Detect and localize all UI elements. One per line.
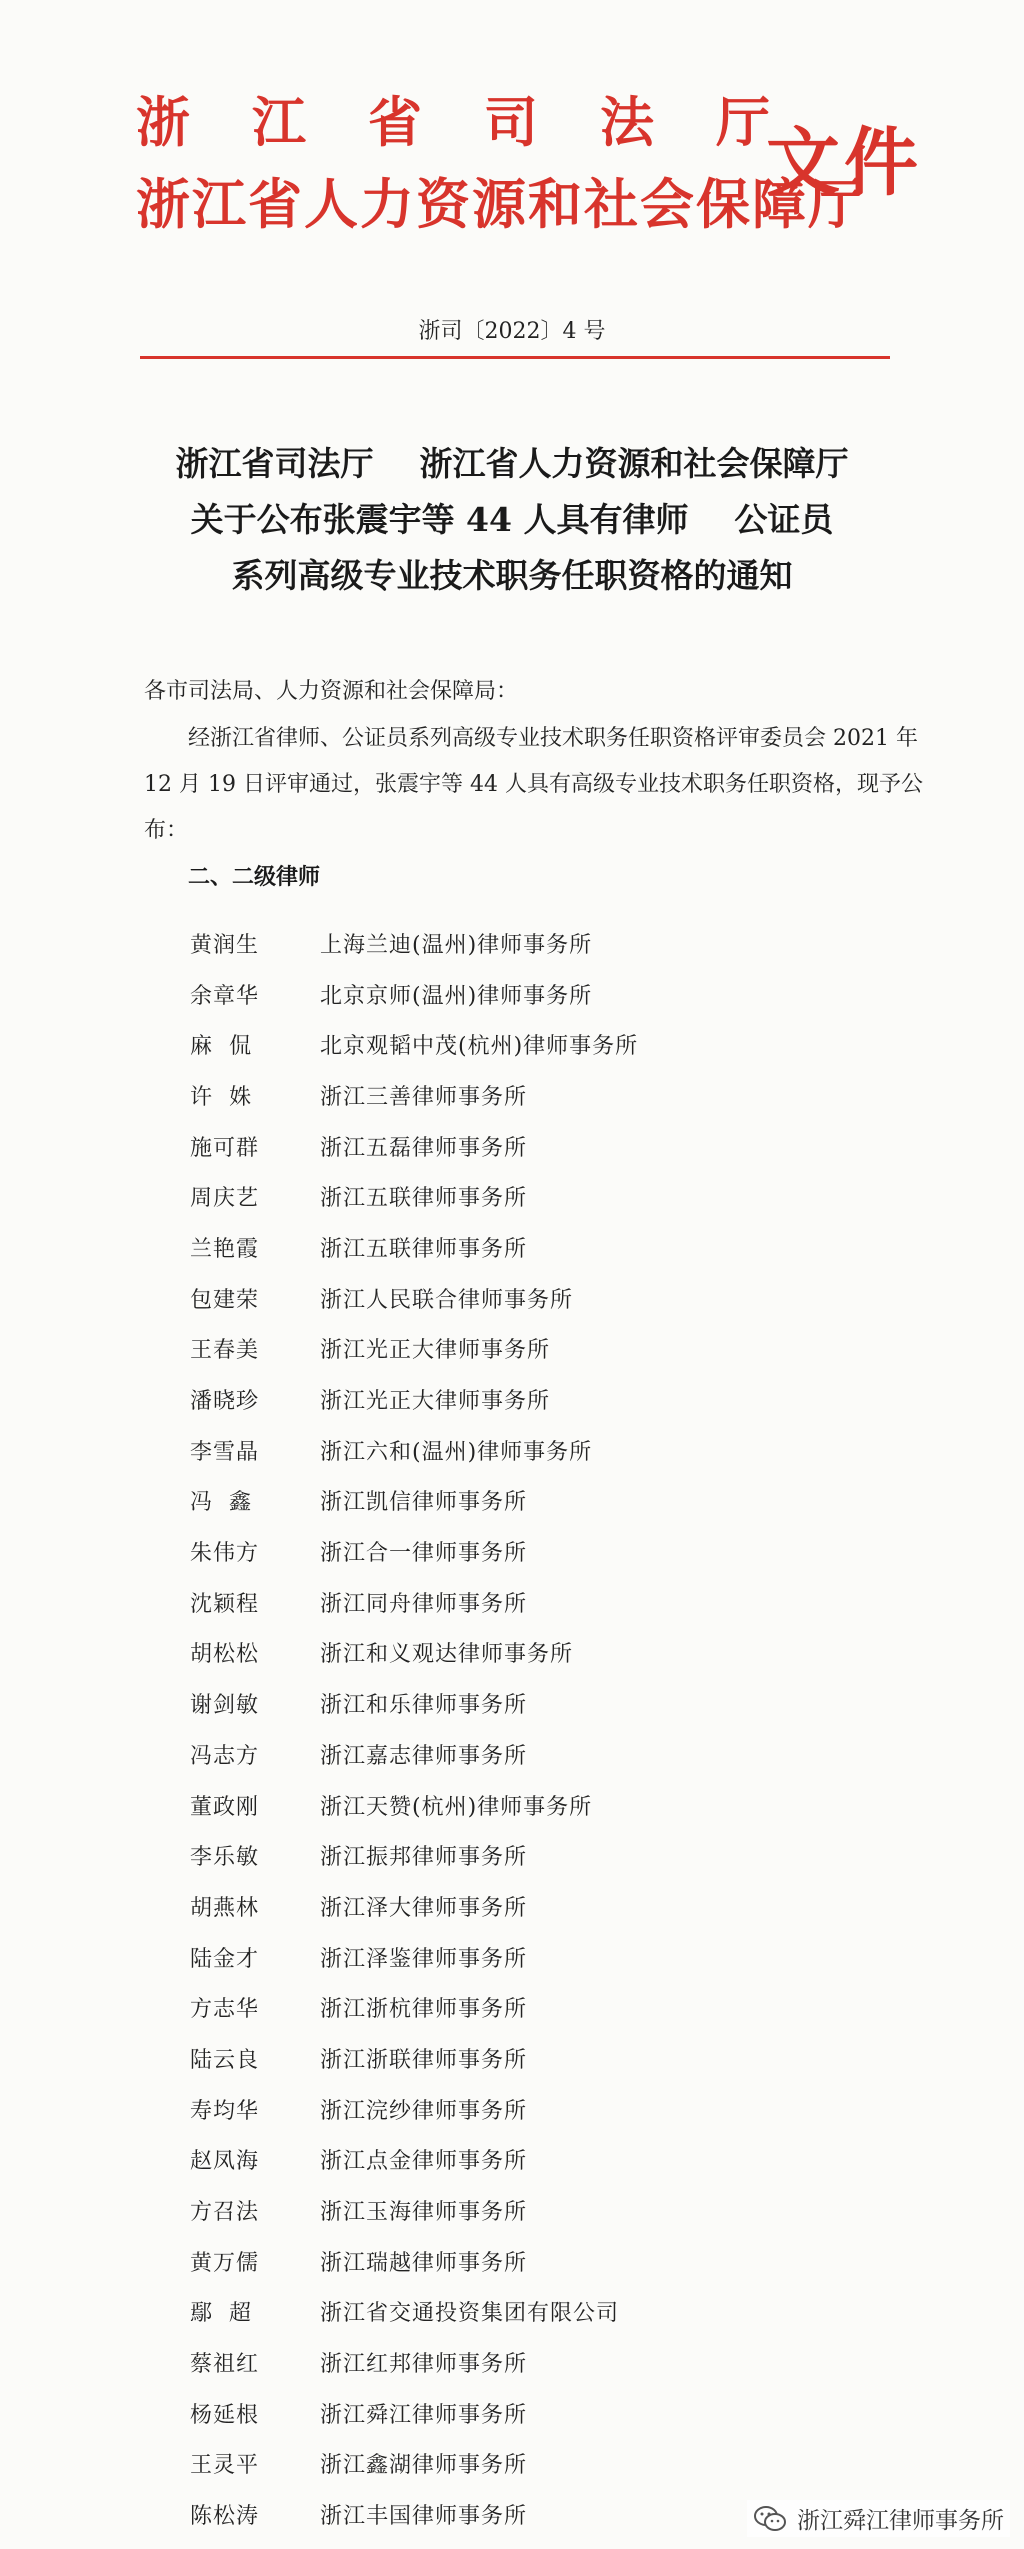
law-firm: 浙江瑞越律师事务所 (320, 2250, 528, 2276)
law-firm: 浙江点金律师事务所 (320, 2149, 528, 2175)
list-item (190, 2388, 890, 2439)
list-item (190, 1982, 890, 2033)
lawyer-name: 谢剑敏 (190, 1693, 260, 1719)
lawyer-name: 方志华 (190, 1997, 260, 2023)
list-item (190, 1628, 890, 1679)
notice-body (144, 672, 924, 900)
wechat-icon (753, 2504, 787, 2534)
title-line-2: 关于公布张震宇等 44 人具有律师 公证员 (190, 500, 834, 539)
law-firm: 上海兰迪(温州)律师事务所 (320, 932, 593, 958)
law-firm: 浙江舜江律师事务所 (320, 2402, 528, 2428)
lawyer-name: 胡松松 (190, 1642, 260, 1668)
list-item (190, 2084, 890, 2135)
law-firm: 浙江天赞(杭州)律师事务所 (320, 1794, 593, 1820)
list-item (190, 1171, 890, 1222)
law-firm: 浙江同舟律师事务所 (320, 1591, 528, 1617)
list-item (190, 1222, 890, 1273)
lawyer-name: 黄万儒 (190, 2250, 260, 2276)
list-item (190, 1526, 890, 1577)
law-firm: 北京观韬中茂(杭州)律师事务所 (320, 1034, 639, 1060)
lawyer-name: 蔡祖红 (190, 2352, 260, 2378)
list-item (190, 2337, 890, 2388)
list-item (190, 1425, 890, 1476)
list-item (190, 1476, 890, 1527)
list-item (190, 1121, 890, 1172)
list-item (190, 1577, 890, 1628)
issuer-line-2: 浙江省人力资源和社会保障厅 (136, 172, 864, 236)
lawyer-name: 余章华 (190, 983, 260, 1009)
salutation: 各市司法局、人力资源和社会保障局： (144, 679, 519, 704)
lawyer-name: 董政刚 (190, 1794, 260, 1820)
list-item (190, 2236, 890, 2287)
lawyer-name: 包建荣 (190, 1287, 260, 1313)
lawyer-name: 许 姝 (190, 1084, 252, 1110)
law-firm: 浙江凯信律师事务所 (320, 1490, 528, 1516)
list-item (190, 969, 890, 1020)
list-item (190, 2185, 890, 2236)
notice-title (0, 436, 1024, 604)
list-item (190, 1729, 890, 1780)
law-firm: 浙江光正大律师事务所 (320, 1338, 551, 1364)
lawyer-name: 兰艳霞 (190, 1236, 260, 1262)
law-firm: 浙江鑫湖律师事务所 (320, 2453, 528, 2479)
section-heading: 二、二级律师 (188, 865, 321, 890)
list-item (190, 1830, 890, 1881)
list-item (190, 1932, 890, 1983)
law-firm: 浙江玉海律师事务所 (320, 2200, 528, 2226)
law-firm: 浙江丰国律师事务所 (320, 2504, 528, 2530)
list-item (190, 1678, 890, 1729)
lawyer-name: 王灵平 (190, 2453, 260, 2479)
lawyer-name: 陆金才 (190, 1946, 260, 1972)
law-firm: 浙江振邦律师事务所 (320, 1845, 528, 1871)
list-item (190, 1019, 890, 1070)
list-item (190, 2439, 890, 2490)
lawyer-name: 陆云良 (190, 2047, 260, 2073)
law-firm: 浙江六和(温州)律师事务所 (320, 1439, 593, 1465)
lawyer-name: 鄢 超 (190, 2301, 252, 2327)
watermark-text: 浙江舜江律师事务所 (797, 2508, 1004, 2534)
lawyer-name: 杨延根 (190, 2402, 260, 2428)
lawyer-list (190, 918, 890, 2540)
list-item (190, 1374, 890, 1425)
lawyer-name: 麻 侃 (190, 1034, 252, 1060)
document-type: 文件 (766, 120, 922, 206)
law-firm: 浙江和义观达律师事务所 (320, 1642, 574, 1668)
law-firm: 浙江浙联律师事务所 (320, 2047, 528, 2073)
law-firm: 浙江五磊律师事务所 (320, 1135, 528, 1161)
body-paragraph: 经浙江省律师、公证员系列高级专业技术职务任职资格评审委员会 2021 年 12 月 19 日评审通过，张震宇等 44 人具有高级专业技术职务任职资格，现予公布： (144, 726, 923, 843)
law-firm: 浙江和乐律师事务所 (320, 1693, 528, 1719)
red-divider (140, 356, 890, 359)
law-firm: 浙江浙杭律师事务所 (320, 1997, 528, 2023)
law-firm: 浙江合一律师事务所 (320, 1541, 528, 1567)
document-number: 浙司〔2022〕4 号 (418, 319, 606, 344)
lawyer-name: 冯志方 (190, 1743, 260, 1769)
law-firm: 浙江泽鉴律师事务所 (320, 1946, 528, 1972)
list-item (190, 2135, 890, 2186)
issuer-header (136, 82, 864, 244)
list-item (190, 2287, 890, 2338)
issuer-line-1: 浙江省司法厅 (136, 90, 832, 154)
title-line-1: 浙江省司法厅 浙江省人力资源和社会保障厅 (175, 444, 849, 483)
lawyer-name: 方召法 (190, 2200, 260, 2226)
list-item (190, 1273, 890, 1324)
list-item (190, 1324, 890, 1375)
law-firm: 浙江嘉志律师事务所 (320, 1743, 528, 1769)
law-firm: 浙江五联律师事务所 (320, 1236, 528, 1262)
law-firm: 浙江红邦律师事务所 (320, 2352, 528, 2378)
lawyer-name: 李雪晶 (190, 1439, 260, 1465)
law-firm: 北京京师(温州)律师事务所 (320, 983, 593, 1009)
list-item (190, 1780, 890, 1831)
lawyer-name: 黄润生 (190, 932, 260, 958)
list-item (190, 1881, 890, 1932)
lawyer-name: 朱伟方 (190, 1541, 260, 1567)
lawyer-name: 冯 鑫 (190, 1490, 252, 1516)
lawyer-name: 潘晓珍 (190, 1389, 260, 1415)
watermark (747, 2500, 1010, 2537)
list-item (190, 918, 890, 969)
list-item (190, 1070, 890, 1121)
law-firm: 浙江人民联合律师事务所 (320, 1287, 574, 1313)
law-firm: 浙江光正大律师事务所 (320, 1389, 551, 1415)
title-line-3: 系列高级专业技术职务任职资格的通知 (231, 556, 793, 595)
lawyer-name: 李乐敏 (190, 1845, 260, 1871)
lawyer-name: 沈颖程 (190, 1591, 260, 1617)
lawyer-name: 施可群 (190, 1135, 260, 1161)
lawyer-name: 赵凤海 (190, 2149, 260, 2175)
law-firm: 浙江浣纱律师事务所 (320, 2098, 528, 2124)
lawyer-name: 周庆艺 (190, 1186, 260, 1212)
law-firm: 浙江五联律师事务所 (320, 1186, 528, 1212)
lawyer-name: 王春美 (190, 1338, 260, 1364)
law-firm: 浙江泽大律师事务所 (320, 1895, 528, 1921)
law-firm: 浙江省交通投资集团有限公司 (320, 2301, 620, 2327)
law-firm: 浙江三善律师事务所 (320, 1084, 528, 1110)
list-item (190, 2033, 890, 2084)
lawyer-name: 陈松涛 (190, 2504, 260, 2530)
lawyer-name: 寿均华 (190, 2098, 260, 2124)
lawyer-name: 胡燕林 (190, 1895, 260, 1921)
